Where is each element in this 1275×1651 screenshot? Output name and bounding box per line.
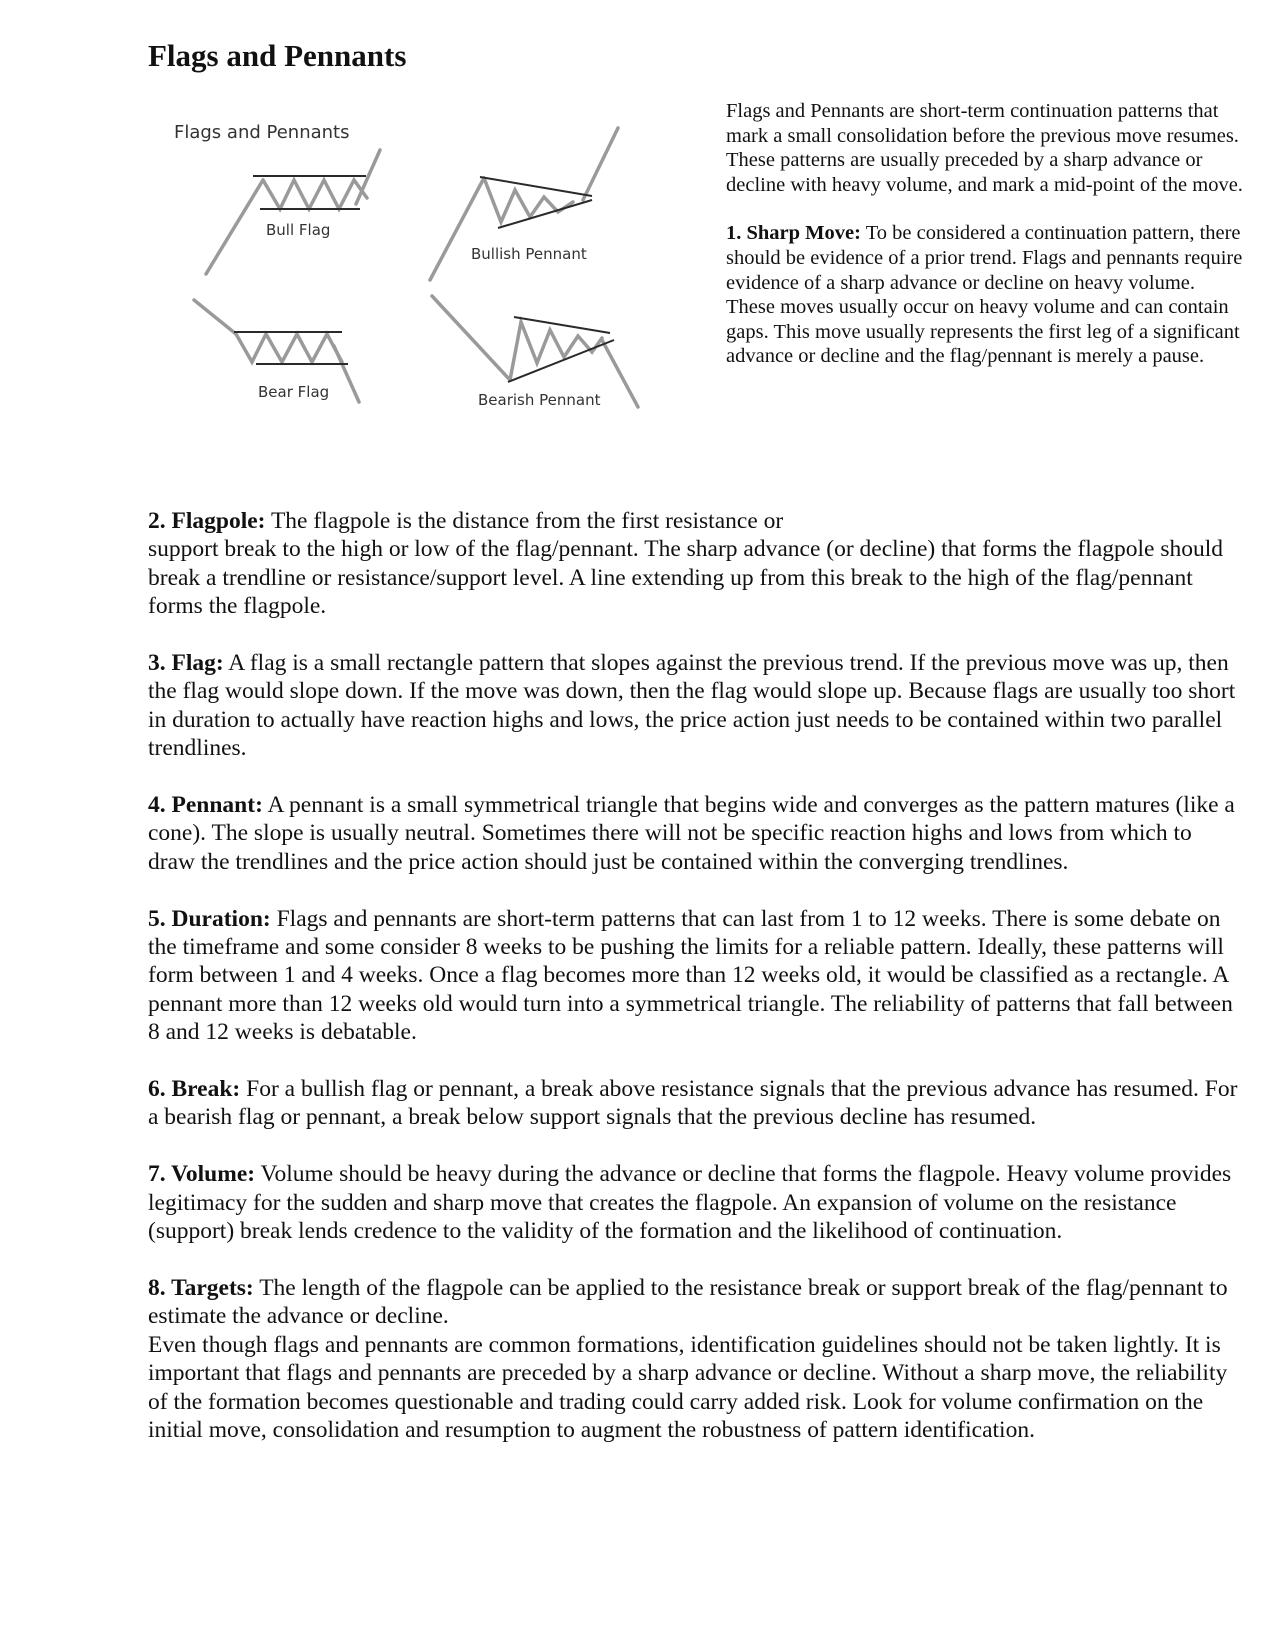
- section-heading: 7. Volume:: [148, 1161, 256, 1188]
- section-text: Volume should be heavy during the advance or decline that forms the flagpole. Heavy volume provides legitimacy for the sudden and sharp move that creates the flagpole. An expansion of volume on the resistance (support) break lends credence to the validity of the formation and the likelihood of continuation.: [148, 1161, 1232, 1245]
- section-text: The length of the flagpole can be applied to the resistance break or support break of the flag/pennant to estimate the advance or decline.: [148, 1274, 1228, 1330]
- section-text-continued: support break to the high or low of the flag/pennant. The sharp advance (or decline) that forms the flagpole should break a trendline or resistance/support level. A line extending up from this break to the high of the flag/pennant forms the flagpole.: [148, 536, 1224, 620]
- bear-flag-zigzag: [236, 334, 342, 362]
- bullish-pennant-breakout: [583, 128, 618, 200]
- section-heading: 8. Targets:: [148, 1274, 254, 1301]
- bearish-pennant-breakout: [602, 340, 638, 407]
- section-break: [148, 1075, 1238, 1132]
- bull-flag-pole: [206, 180, 263, 274]
- bullish-pennant-lower-line: [498, 200, 592, 228]
- section-text: The flagpole is the distance from the first resistance or: [265, 508, 784, 534]
- intro-paragraph: Flags and Pennants are short-term continuation patterns that mark a small consolidation before the previous move resumes. These patterns are usually preceded by a sharp advance or decline with heavy volume, and mark a mid-point of the move.: [726, 100, 1243, 196]
- section-text: Flags and pennants are short-term patterns that can last from 1 to 12 weeks. There is some debate on the timeframe and some consider 8 weeks to be pushing the limits for a reliable pattern. Ideally, these patterns will form between 1 and 4 weeks. Once a flag becomes more than 12 weeks old, it would be classified as a rectangle. A pennant more than 12 weeks old would turn into a symmetrical triangle. The reliability of patterns that fall between 8 and 12 weeks is debatable.: [148, 905, 1233, 1046]
- bearish-pennant-label: Bearish Pennant: [478, 391, 601, 409]
- bearish-pennant-pole: [432, 296, 510, 380]
- section-text: A pennant is a small symmetrical triangle that begins wide and converges as the pattern matures (like a cone). The slope is usually neutral. Sometimes there will not be specific reaction highs and lows from which to draw the trendlines and the price action should just be contained within the converging trendlines.: [148, 792, 1235, 875]
- section-text: To be considered a continuation pattern, there should be evidence of a prior trend. Flags and pennants require evidence of a sharp advance or decline on heavy volume. These moves usually occur on heavy volume and can contain gaps. This move usually represents the first leg of a significant advance or decline and the flag/pennant is merely a pause.: [726, 222, 1243, 368]
- bear-flag-pole: [194, 300, 236, 334]
- section-text: For a bullish flag or pennant, a break above resistance signals that the previous advance has resumed. For a bearish flag or pennant, a break below support signals that the previous decline has resumed.: [148, 1076, 1238, 1131]
- section-heading: 6. Break:: [148, 1076, 241, 1103]
- figure-title: Flags and Pennants: [174, 122, 350, 143]
- section-flag: [148, 649, 1238, 763]
- bear-flag-breakout: [334, 346, 359, 402]
- section-heading: 2. Flagpole:: [148, 508, 266, 534]
- bullish-pennant-upper-line: [480, 177, 592, 196]
- patterns-diagram: [168, 110, 678, 440]
- closing-paragraph: Even though flags and pennants are common formations, identification guidelines should not be taken lightly. It is important that flags and pennants are preceded by a sharp advance or decline. Without a sharp move, the reliability of the formation becomes questionable and trading could carry added risk. Look for volume confirmation on the initial move, consolidation and resumption to augment the robustness of pattern identification.: [148, 1331, 1228, 1443]
- section-heading: 4. Pennant:: [148, 792, 263, 819]
- bullish-pennant-pole: [430, 178, 484, 280]
- section-sharp-move: [726, 221, 1246, 369]
- page-title: Flags and Pennants: [148, 38, 407, 73]
- section-pennant: [148, 791, 1238, 876]
- patterns-figure: [168, 110, 678, 440]
- section-flagpole: [148, 507, 1238, 621]
- intro-column: [726, 99, 1246, 393]
- section-duration: [148, 905, 1238, 1047]
- section-targets: [148, 1274, 1238, 1331]
- bear-flag-label: Bear Flag: [258, 383, 330, 401]
- bull-flag-zigzag: [263, 180, 367, 209]
- section-heading: 5. Duration:: [148, 905, 271, 932]
- bearish-pennant-lower-line: [508, 340, 614, 382]
- bull-flag-label: Bull Flag: [266, 221, 331, 239]
- section-heading: 3. Flag:: [148, 650, 224, 677]
- section-heading: 1. Sharp Move:: [726, 222, 861, 245]
- main-text: [148, 507, 1238, 1473]
- section-volume: [148, 1160, 1238, 1245]
- section-text: A flag is a small rectangle pattern that slopes against the previous trend. If the previous move was up, then the flag would slope down. If the move was down, then the flag would slope up. Because flags are usually too short in duration to actually have reaction highs and lows, the price action just needs to be contained within two parallel trendlines.: [148, 650, 1236, 762]
- bullish-pennant-label: Bullish Pennant: [471, 245, 587, 263]
- bearish-pennant-upper-line: [514, 317, 610, 333]
